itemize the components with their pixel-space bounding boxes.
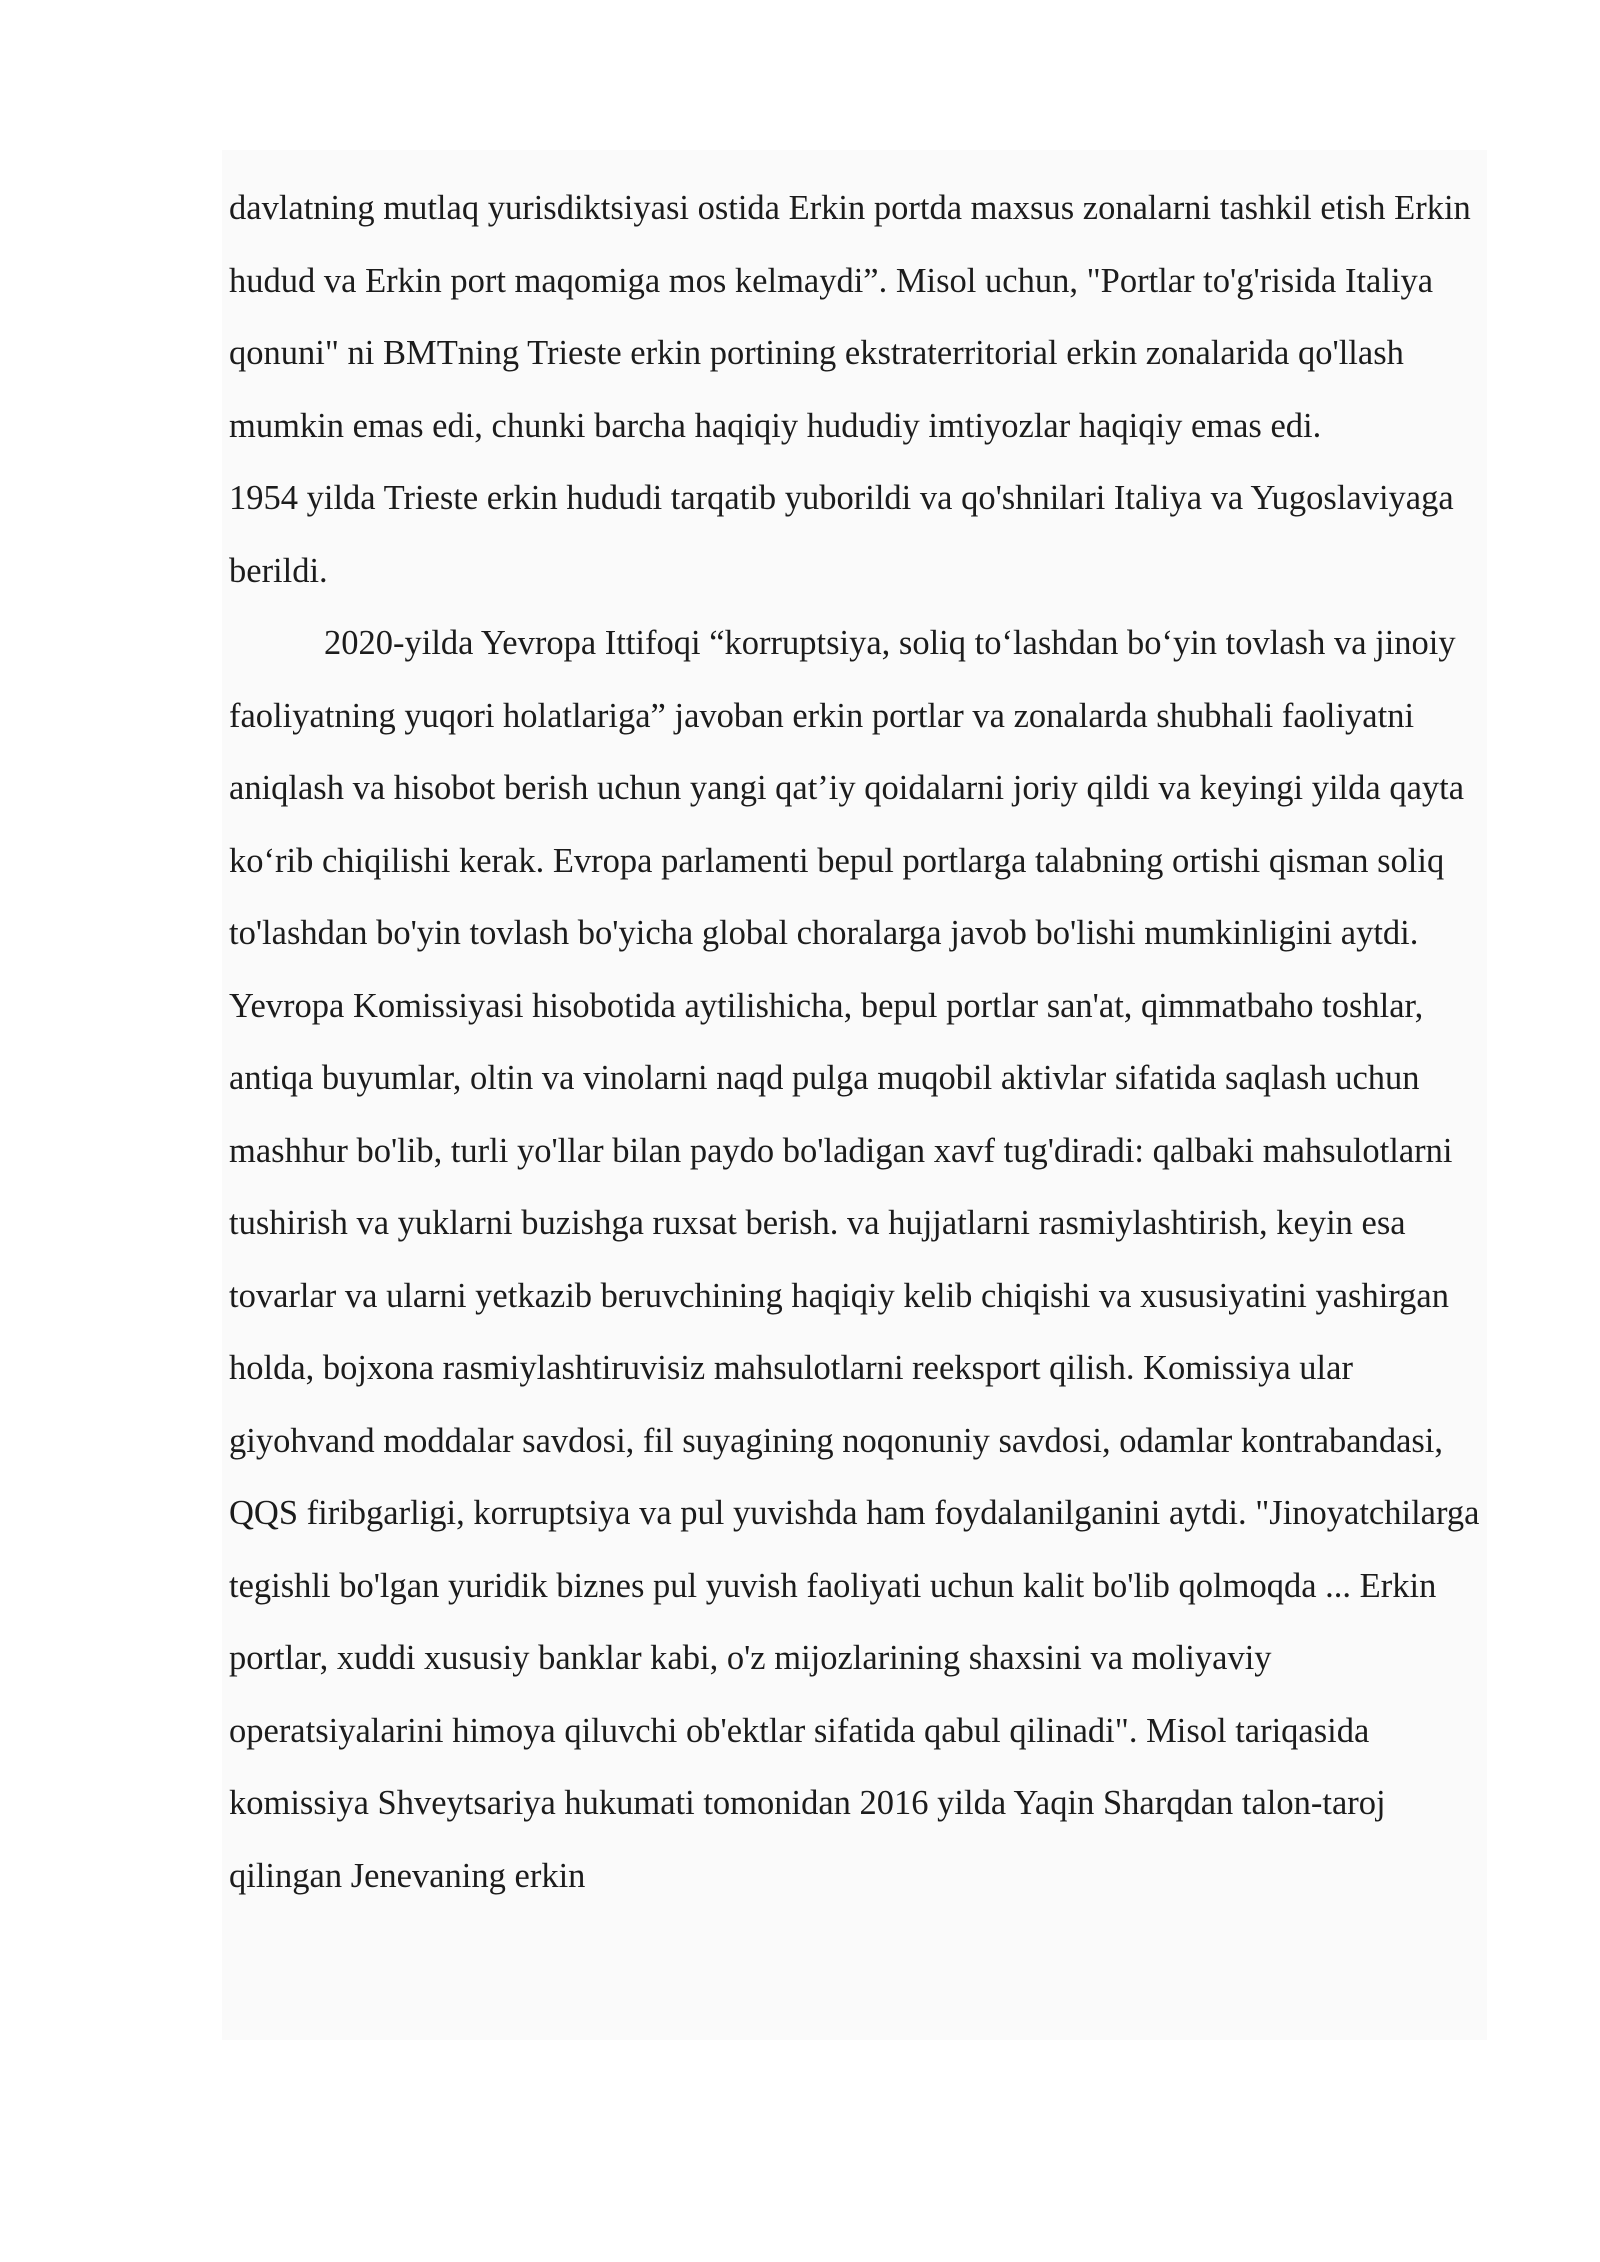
paragraph-3: 2020-yilda Yevropa Ittifoqi “korruptsiya, soliq to‘lashdan bo‘yin tovlash va jinoiy faoliyatning yuqori holatlariga” javoban erkin portlar va zonalarda shubhali faoliyatni aniqlash va hisobot berish uchun yangi qat’iy qoidalarni joriy qildi va keyingi yilda qayta ko‘rib chiqilishi kerak. Evropa parlamenti bepul portlarga talabning ortishi qisman soliq to'lashdan bo'yin tovlash bo'yicha global choralarga javob bo'lishi mumkinligini aytdi. Yevropa Komissiyasi hisobotida aytilishicha, bepul portlar san'at, qimmatbaho toshlar, antiqa buyumlar, oltin va vinolarni naqd pulga muqobil aktivlar sifatida saqlash uchun mashhur bo'lib, turli yo'llar bilan paydo bo'ladigan xavf tug'diradi: qalbaki mahsulotlarni tushirish va yuklarni buzishga ruxsat berish. va hujjatlarni rasmiylashtirish, keyin esa tovarlar va ularni yetkazib beruvchining haqiqiy kelib chiqishi va xususiyatini yashirgan holda, bojxona rasmiylashtiruvisiz mahsulotlarni reeksport qilish. Komissiya ular giyohvand moddalar savdosi, fil suyagining noqonuniy savdosi, odamlar kontrabandasi, QQS firibgarligi, korruptsiya va pul yuvishda ham foydalanilganini aytdi. "Jinoyatchilarga tegishli bo'lgan yuridik biznes pul yuvish faoliyati uchun kalit bo'lib qolmoqda ... Erkin portlar, xuddi xususiy banklar kabi, o'z mijozlarining shaxsini va moliyaviy operatsiyalarini himoya qiluvchi ob'ektlar sifatida qabul qilinadi". Misol tariqasida komissiya Shveytsariya hukumati tomonidan 2016 yilda Yaqin Sharqdan talon-taroj qilingan Jenevaning erkin — [229, 624, 1480, 1895]
document-body — [229, 172, 1489, 1912]
paragraph-2: 1954 yilda Trieste erkin hududi tarqatib yuborildi va qo'shnilari Italiya va Yugoslaviyaga berildi. — [229, 479, 1454, 590]
paragraph-1: davlatning mutlaq yurisdiktsiyasi ostida Erkin portda maxsus zonalarni tashkil etish Erkin hudud va Erkin port maqomiga mos kelmaydi”. Misol uchun, "Portlar to'g'risida Italiya qonuni" ni BMTning Trieste erkin portining ekstraterritorial erkin zonalarida qo'llash mumkin emas edi, chunki barcha haqiqiy hududiy imtiyozlar haqiqiy emas edi. — [229, 189, 1471, 445]
